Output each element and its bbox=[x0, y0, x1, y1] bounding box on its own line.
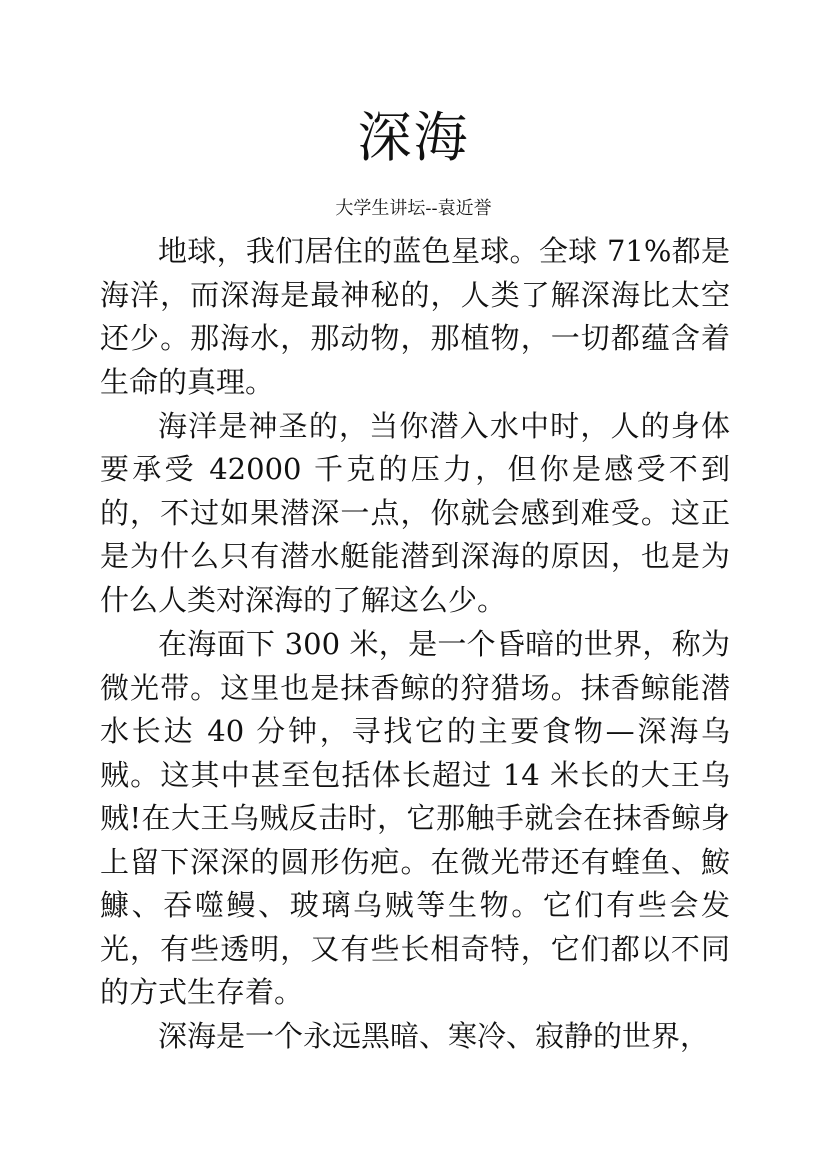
article-body bbox=[100, 230, 730, 1060]
page-subtitle: 大学生讲坛--袁近誉 bbox=[335, 198, 492, 219]
paragraph-2: 海洋是神圣的，当你潜入水中时，人的身体要承受 42000 千克的压力，但你是感受不到的，不过如果潜深一点，你就会感到难受。这正是为什么只有潜水艇能潜到深海的原因，也是为什么人类对深海的了解这么少。 bbox=[100, 408, 730, 617]
paragraph-3: 在海面下 300 米，是一个昏暗的世界，称为微光带。这里也是抹香鲸的狩猎场。抹香鲸能潜水长达 40 分钟，寻找它的主要食物—深海乌贼。这其中甚至包括体长超过 14 米长的大王乌贼!在大王乌贼反击时，它那触手就会在抹香鲸身上留下深深的圆形伤疤。在微光带还有蝰鱼、鮟鱇、吞噬鳗、玻璃乌贼等生物。它们有些会发光，有些透明，又有些长相奇特，它们都以不同的方式生存着。 bbox=[100, 627, 730, 1010]
paragraph-4: 深海是一个永远黑暗、寒冷、寂静的世界， bbox=[158, 1019, 710, 1054]
paragraph-1: 地球，我们居住的蓝色星球。全球 71%都是海洋，而深海是最神秘的，人类了解深海比太空还少。那海水，那动物，那植物，一切都蕴含着生命的真理。 bbox=[100, 234, 730, 399]
page-title: 深海 bbox=[357, 106, 470, 169]
